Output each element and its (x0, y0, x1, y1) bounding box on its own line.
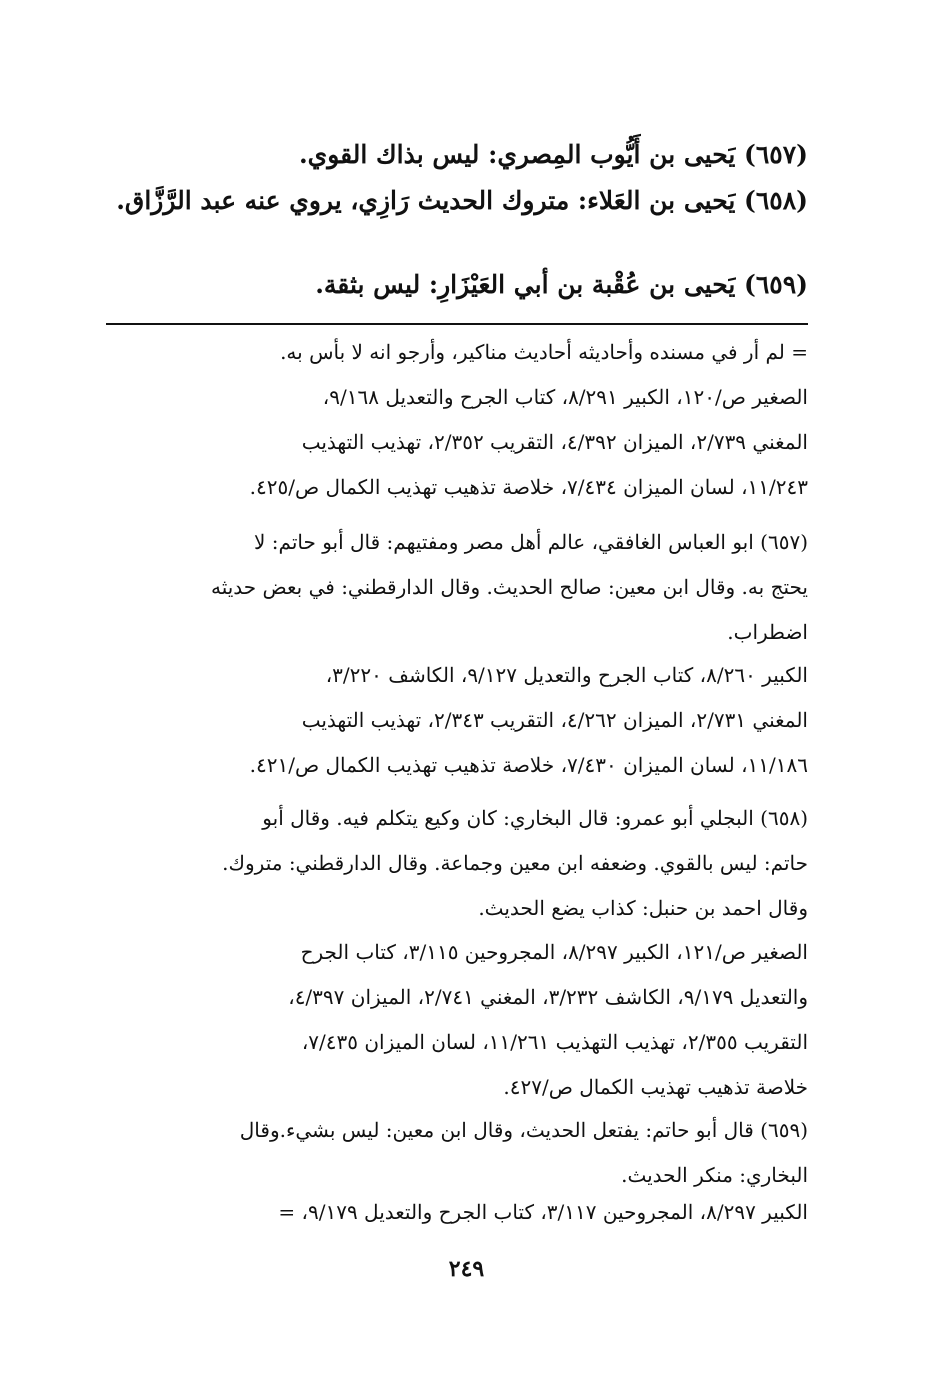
footnote-line: = لم أر في مسنده وأحاديثه أحاديث مناكير، وأرجو انه لا بأس به. (280, 340, 808, 364)
footnote-line: (٦٥٧) ابو العباس الغافقي، عالم أهل مصر ومفتيهم: قال أبو حاتم: لا (254, 530, 808, 554)
footnote-line: الصغير ص/١٢١، الكبير ٨/٢٩٧، المجروحين ٣/١١٥، كتاب الجرح (300, 940, 808, 964)
entry-658: (٦٥٨) يَحيى بن العَلاء: متروك الحديث رَازِي، يروي عنه عبد الرَّزَّاق. (116, 186, 808, 215)
footnote-separator (106, 323, 808, 325)
footnote-line: (٦٥٨) البجلي أبو عمرو: قال البخاري: كان وكيع يتكلم فيه. وقال أبو (262, 806, 808, 830)
footnote-line: الصغير ص/١٢٠، الكبير ٨/٢٩١، كتاب الجرح والتعديل ٩/١٦٨، (322, 385, 808, 409)
footnote-658-references (108, 930, 808, 1110)
page-number: ٢٤٩ (448, 1256, 485, 1282)
footnote-line: الكبير ٨/٢٩٧، المجروحين ٣/١١٧، كتاب الجرح والتعديل ٩/١٧٩، = (278, 1200, 808, 1224)
footnote-line: حاتم: ليس بالقوي. وضعفه ابن معين وجماعة. وقال الدارقطني: متروك. (222, 851, 808, 875)
footnote-line: ١١/٢٤٣، لسان الميزان ٧/٤٣٤، خلاصة تذهيب تهذيب الكمال ص/٤٢٥. (249, 475, 808, 499)
footnote-657-references (108, 653, 808, 788)
footnote-line: المغني ٢/٧٣٩، الميزان ٤/٣٩٢، التقريب ٢/٣٥٢، تهذيب التهذيب (301, 430, 808, 454)
entry-657: (٦٥٧) يَحيى بن أَيُّوب المِصري: ليس بذاك القوي. (298, 140, 808, 169)
footnote-line: يحتج به. وقال ابن معين: صالح الحديث. وقال الدارقطني: في بعض حديثه (210, 575, 808, 599)
footnote-continuation-references (108, 375, 808, 510)
footnote-line: المغني ٢/٧٣١، الميزان ٤/٢٦٢، التقريب ٢/٣٤٣، تهذيب التهذيب (301, 708, 808, 732)
entry-659: (٦٥٩) يَحيى بن عُقْبة بن أبي العَيْزَارِ: ليس بثقة. (315, 270, 808, 299)
footnote-658 (108, 796, 808, 931)
footnote-line: خلاصة تذهيب تهذيب الكمال ص/٤٢٧. (503, 1075, 808, 1099)
footnote-line: (٦٥٩) قال أبو حاتم: يفتعل الحديث، وقال ابن معين: ليس بشيء.وقال (239, 1118, 808, 1142)
footnote-line: التقريب ٢/٣٥٥، تهذيب التهذيب ١١/٢٦١، لسان الميزان ٧/٤٣٥، (301, 1030, 808, 1054)
footnote-657 (108, 520, 808, 655)
footnote-line: ١١/١٨٦، لسان الميزان ٧/٤٣٠، خلاصة تذهيب تهذيب الكمال ص/٤٢١. (249, 753, 808, 777)
footnote-659 (108, 1108, 808, 1198)
footnote-659-references (108, 1190, 808, 1235)
footnote-line: والتعديل ٩/١٧٩، الكاشف ٣/٢٣٢، المغني ٢/٧٤١، الميزان ٤/٣٩٧، (288, 985, 808, 1009)
footnote-line: اضطراب. (727, 620, 808, 644)
footnote-continuation (108, 330, 808, 375)
footnote-line: الكبير ٨/٢٦٠، كتاب الجرح والتعديل ٩/١٢٧، الكاشف ٣/٢٢٠، (325, 663, 808, 687)
footnote-line: البخاري: منكر الحديث. (621, 1163, 808, 1187)
footnote-line: وقال احمد بن حنبل: كذاب يضع الحديث. (478, 896, 808, 920)
